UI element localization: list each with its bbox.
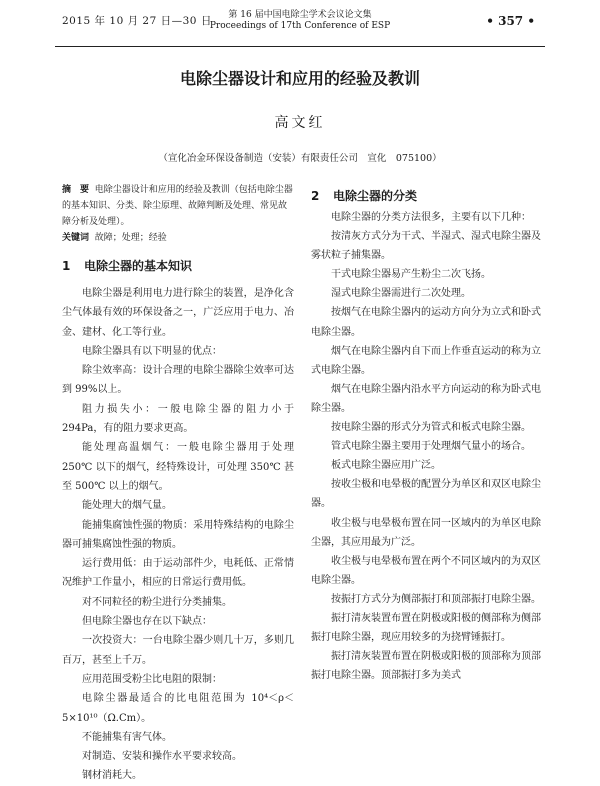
section2-title: 电除尘器的分类 (333, 189, 418, 203)
right-column (311, 188, 541, 685)
header-rule (55, 46, 545, 47)
paragraph: 电除尘器具有以下明显的优点： (82, 345, 222, 357)
paragraph: 按烟气在电除尘器内的运动方向分为立式和卧式电除尘器。 (311, 307, 541, 338)
paragraph: 板式电除尘器应用广泛。 (331, 460, 441, 472)
keywords-text: 故障；处理；经验 (94, 233, 167, 243)
paragraph: 按振打方式分为侧部振打和顶部振打电除尘器。 (331, 593, 541, 605)
section1-heading (62, 258, 294, 274)
paragraph: 振打清灰装置布置在阴极或阳极的侧部称为侧部振打电除尘器，现应用较多的为挠臂锤振打。 (311, 612, 541, 644)
running-header (0, 10, 600, 40)
paragraph: 不能捕集有害气体。 (82, 731, 172, 743)
paragraph: 能处理高温烟气：一般电除尘器用于处理 250℃ 以下的烟气，经特殊设计，可处理 350℃ 甚至 500℃ 以上的烟气。 (62, 442, 294, 492)
paper-author: 高文红 (274, 115, 326, 131)
section1-title: 电除尘器的基本知识 (84, 259, 193, 273)
page-number: • 357 • (486, 14, 535, 28)
paragraph: 对不同粒径的粉尘进行分类捕集。 (82, 596, 232, 608)
paragraph: 但电除尘器也存在以下缺点： (82, 616, 212, 628)
paragraph: 对制造、安装和操作水平要求较高。 (82, 751, 242, 763)
paragraph: 按收尘极和电晕极的配置分为单区和双区电除尘器。 (311, 479, 541, 510)
paragraph: 按电除尘器的形式分为管式和板式电除尘器。 (331, 422, 531, 434)
keywords (62, 230, 294, 246)
paragraph: 阻力损失小：一般电除尘器的阻力小于 294Pa，有的阻力要求更高。 (62, 403, 294, 435)
paragraph: 钢材消耗大。 (82, 770, 142, 782)
header-date: 2015 年 10 月 27 日—30 日 (62, 15, 212, 27)
paragraph: 应用范围受粉尘比电阻的限制： (82, 673, 222, 685)
paragraph: 电除尘器最适合的比电阻范围为 10⁴＜ρ＜5×10¹⁰（Ω.Cm）。 (62, 693, 294, 724)
paragraph: 电除尘器是利用电力进行除尘的装置，是净化含尘气体最有效的环保设备之一，广泛应用于电力、冶金、建材、化工等行业。 (62, 288, 294, 338)
paragraph: 收尘极与电晕极布置在同一区域内的为单区电除尘器，其应用最为广泛。 (311, 517, 541, 548)
paragraph: 运行费用低：由于运动部件少，电耗低、正常情况维护工作量小，相应的日常运行费用低。 (62, 558, 294, 589)
paragraph: 按清灰方式分为干式、半湿式、湿式电除尘器及雾状粒子捕集器。 (311, 231, 541, 262)
paragraph: 电除尘器的分类方法很多，主要有以下几种： (331, 212, 531, 223)
paragraph: 能处理大的烟气量。 (82, 500, 172, 512)
keywords-label: 关键词 (62, 233, 90, 243)
paragraph: 能捕集腐蚀性强的物质：采用特殊结构的电除尘器可捕集腐蚀性强的物质。 (62, 519, 294, 550)
paper-affiliation: （宣化冶金环保设备制造（安装）有限责任公司 宣化 075100） (158, 153, 442, 164)
header-conference-cn: 第 16 届中国电除尘学术会议论文集 (228, 10, 372, 20)
paper-title: 电除尘器设计和应用的经验及教训 (179, 69, 420, 88)
paragraph: 干式电除尘器易产生粉尘二次飞扬。 (331, 269, 491, 281)
paragraph: 除尘效率高：设计合理的电除尘器除尘效率可达到 99%以上。 (62, 365, 294, 396)
section2-heading (311, 188, 541, 204)
header-conference-en: Proceedings of 17th Conference of ESP (209, 21, 391, 31)
paragraph: 一次投资大：一台电除尘器少则几十万，多则几百万，甚至上千万。 (62, 635, 294, 666)
section1-number: 1 (62, 259, 71, 273)
paragraph: 烟气在电除尘器内自下而上作垂直运动的称为立式电除尘器。 (311, 345, 541, 376)
section2-number: 2 (311, 189, 320, 203)
paragraph: 收尘极与电晕极布置在两个不同区域内的为双区电除尘器。 (311, 555, 541, 586)
paragraph: 管式电除尘器主要用于处理烟气量小的场合。 (331, 441, 531, 453)
abstract-label: 摘 要 (62, 185, 90, 195)
abstract (62, 182, 294, 230)
paragraph: 振打清灰装置布置在阴极或阳极的顶部称为顶部振打电除尘器。顶部振打多为美式 (311, 651, 541, 682)
left-column (62, 182, 294, 786)
abstract-text: 电除尘器设计和应用的经验及教训（包括电除尘器的基本知识、分类、除尘原理、故障判断及处理、常见故障分析及处理）。 (62, 185, 293, 227)
paragraph: 湿式电除尘器需进行二次处理。 (331, 288, 471, 300)
paragraph: 烟气在电除尘器内沿水平方向运动的称为卧式电除尘器。 (311, 383, 541, 414)
